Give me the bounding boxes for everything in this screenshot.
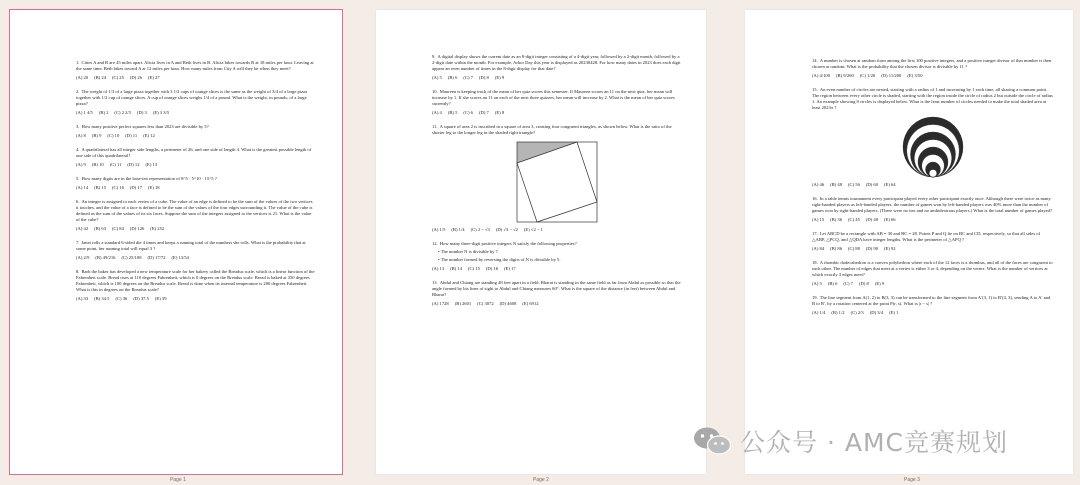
answer-choice: (A) 5 bbox=[432, 75, 442, 80]
problem-statement bbox=[76, 124, 316, 130]
circle-radius-1 bbox=[929, 170, 937, 178]
answer-choice: (C) 25 bbox=[112, 75, 124, 80]
answer-choice: (D) 12 bbox=[127, 162, 140, 167]
answer-choice: (C) 2/3 bbox=[850, 310, 864, 315]
answer-choice: (B) 6 bbox=[827, 281, 838, 286]
answer-choices bbox=[432, 110, 682, 116]
problem-9 bbox=[432, 54, 682, 81]
problem-19 bbox=[812, 295, 1053, 316]
answer-choices bbox=[432, 227, 682, 233]
problem-number: 13. bbox=[432, 280, 438, 285]
answer-choice: (C) 88 bbox=[848, 246, 860, 251]
page-label-3: Page 3 bbox=[904, 477, 920, 483]
problem-text: Abdul and Chiang are standing 48 feet apart in a field. Bharat is standing in the same field as far from Abdul as possible so that the angle formed by his lines of sight to Abdul and Chiang measures 60°. What is the square of the distance (in feet) between Abdul and Bharat? bbox=[432, 280, 681, 297]
answer-choices bbox=[432, 301, 682, 307]
problem-statement bbox=[76, 269, 316, 293]
answer-choice: (A) 2/9 bbox=[76, 255, 90, 260]
answer-choices bbox=[432, 266, 682, 272]
problem-statement bbox=[432, 124, 682, 136]
answer-choice: (D) 3/4 bbox=[869, 310, 884, 315]
condition-text: The number N is divisible by 7. bbox=[440, 249, 499, 254]
bullet-icon: • bbox=[438, 257, 441, 262]
answer-choice: (A) 1 4/5 bbox=[76, 110, 93, 115]
answer-choice: (A) 1/5 bbox=[432, 227, 446, 232]
answer-choice: (D) 90 bbox=[865, 246, 878, 251]
answer-choice: (B) 49/216 bbox=[95, 255, 116, 260]
problem-statement bbox=[432, 89, 682, 107]
bullet-icon: • bbox=[438, 249, 441, 254]
document-page-3[interactable] bbox=[745, 10, 1073, 474]
problem-16 bbox=[812, 196, 1053, 223]
answer-choice: (C) 2 2/5 bbox=[114, 110, 132, 115]
answer-choice: (D) 3 bbox=[137, 110, 147, 115]
answer-choices bbox=[76, 110, 316, 116]
problem-number: 1. bbox=[76, 60, 80, 65]
answer-choice: (D) 60 bbox=[865, 182, 878, 187]
answer-choice: (E) 13/54 bbox=[171, 255, 189, 260]
problem-number: 5. bbox=[76, 176, 80, 181]
problem-5 bbox=[76, 176, 316, 191]
problem-statement bbox=[812, 260, 1053, 278]
problem-statement bbox=[812, 58, 1053, 70]
answer-choices bbox=[76, 226, 316, 232]
problem-number: 9. bbox=[432, 54, 436, 59]
problem-text: How many digits are in the base-ten representation of 8^5 · 5^10 · 15^5 ? bbox=[81, 176, 217, 181]
problem-15 bbox=[812, 87, 1053, 188]
answer-choices bbox=[812, 310, 1053, 316]
wechat-icon bbox=[692, 426, 732, 456]
answer-choice: (E) 6912 bbox=[522, 301, 539, 306]
answer-choice: (B) 2 bbox=[98, 110, 109, 115]
answer-choice: (A) 9 bbox=[76, 162, 86, 167]
answer-choice: (C) 56 bbox=[848, 182, 860, 187]
problem-3 bbox=[76, 124, 316, 139]
problem-1 bbox=[76, 60, 316, 81]
answer-choice: (D) 26 bbox=[129, 75, 142, 80]
problem-text: Janet rolls a standard 6-sided die 4 times and keeps a running total of the numbers she rolls. What is the probability that at some point, her running total will equal 3 ? bbox=[76, 240, 306, 251]
answer-choice: (E) 66 bbox=[884, 217, 896, 222]
answer-choices bbox=[76, 185, 316, 191]
watermark-text: 公众号 · AMC竞赛规划 bbox=[740, 428, 1008, 457]
problem-text: Let ABCD be a rectangle with AB = 30 and BC = 28. Points P and Q lie on BC and CD, respectively, so that all sides of △ABP, △PCQ, and △QDA have integer lengths. What is the perimeter of △APQ ? bbox=[812, 231, 1041, 242]
answer-choice: (A) 1/4 bbox=[812, 310, 826, 315]
answer-choice: (A) 46 bbox=[812, 182, 825, 187]
page-2-content bbox=[376, 10, 706, 315]
answer-choice: (B) 14 bbox=[450, 266, 462, 271]
problem-number: 6. bbox=[76, 199, 80, 204]
answer-choice: (B) 36 bbox=[830, 217, 842, 222]
answer-choice: (E) 27 bbox=[148, 75, 160, 80]
answer-choice: (C) 2 − √3 bbox=[470, 227, 490, 232]
answer-choice: (D) 11 bbox=[125, 133, 138, 138]
problem-17 bbox=[812, 231, 1053, 252]
answer-choice: (B) 9 bbox=[91, 133, 102, 138]
problem-text: A quadrilateral has all integer side lengths, a perimeter of 26, and one side of length 4. What is the greatest possible length of one side of this quadrilateral? bbox=[76, 147, 312, 158]
problem-8 bbox=[76, 269, 316, 302]
problem-number: 11. bbox=[432, 124, 438, 129]
answer-choice: (A) 5 bbox=[812, 281, 822, 286]
inscribed-square-figure bbox=[515, 140, 599, 224]
problem-text: The weight of 1/3 of a large pizza together with 3 1/2 cups of orange slices is the same as the weight of 3/4 of a large pizza together with 1/2 cup of orange slices. A cup of orange slices weighs 1/4 of a pound. What is the weight, in pounds, of a large pizza? bbox=[76, 89, 308, 106]
nested-circles-figure bbox=[901, 115, 965, 179]
problem-number: 7. bbox=[76, 240, 80, 245]
answer-choice: (B) 1/4 bbox=[451, 227, 465, 232]
answer-choice: (A) 8 bbox=[76, 133, 86, 138]
answer-choice: (C) 45 bbox=[848, 217, 860, 222]
problem-statement bbox=[812, 87, 1053, 111]
answer-choice: (E) 17 bbox=[504, 266, 516, 271]
page-1-content bbox=[10, 10, 342, 310]
problem-number: 4. bbox=[76, 147, 80, 152]
answer-choice: (A) 14 bbox=[76, 185, 89, 190]
answer-choice: (B) 15 bbox=[94, 185, 106, 190]
problem-statement bbox=[812, 231, 1053, 243]
answer-choice: (E) 9 bbox=[874, 281, 885, 286]
answer-choice: (A) 4/100 bbox=[812, 73, 830, 78]
document-page-1[interactable] bbox=[10, 10, 342, 474]
problem-10 bbox=[432, 89, 682, 116]
answer-choices bbox=[76, 75, 316, 81]
problem-text: In a table tennis tournament every participant played every other participant exactly once. Although there were twice as many right-handed players as left-handed players, the number of games won by left-handed players was 40% more than the number of games won by right-handed players. (There were no ties and no ambidextrous players.) What is the total number of games played? bbox=[812, 196, 1052, 213]
answer-choice: (A) 13 bbox=[432, 266, 445, 271]
answer-choice: (D) 4608 bbox=[499, 301, 517, 306]
answer-choices bbox=[76, 296, 316, 302]
answer-choice: (C) 6 bbox=[463, 110, 473, 115]
problem-number: 16. bbox=[812, 196, 818, 201]
answer-choice: (A) 20 bbox=[76, 75, 89, 80]
problem-number: 3. bbox=[76, 124, 80, 129]
answer-choice: (B) 5 bbox=[447, 110, 458, 115]
problem-text: Barb the baker has developed a new temperature scale for her bakery called the Breadus scale, which is a linear function of the Fahrenheit scale. Bread rises at 110 degrees Fahrenheit, which is 0 degrees on the Breadus scale. Bread is baked at 350 degrees Fahrenheit, which is 100 degrees on the Breadus scale. Bread is done when its internal temperature is 200 degrees Fahrenheit. What is this in degrees on the Breadus scale? bbox=[76, 269, 315, 292]
problem-text: A rhombic dodecahedron is a convex polyhedron where each of the 12 faces is a rhombus, and all of the faces are congruent to each other. The number of edges that meet at a vertex is either 3 or 4, depending on the vertex. What is the number of vertices at which exactly 3 edges meet? bbox=[812, 260, 1053, 277]
answer-choice: (E) 92 bbox=[884, 246, 896, 251]
answer-choices bbox=[812, 182, 1053, 188]
page-label-2: Page 2 bbox=[533, 477, 549, 483]
problem-statement bbox=[76, 60, 316, 72]
answer-choices bbox=[432, 75, 682, 81]
page-3-content bbox=[745, 10, 1073, 324]
answer-choice: (E) 1 bbox=[889, 310, 899, 315]
answer-choice: (D) √3 − √2 bbox=[495, 227, 518, 232]
problem-text: How many three-digit positive integers N satisfy the following properties? bbox=[439, 241, 577, 246]
answer-choice: (B) 24 bbox=[94, 75, 106, 80]
problem-14 bbox=[812, 58, 1053, 79]
answer-choice: (B) 48 bbox=[830, 182, 842, 187]
answer-choices bbox=[76, 133, 316, 139]
watermark bbox=[692, 426, 1008, 456]
answer-choice: (D) 17 bbox=[129, 185, 142, 190]
answer-choices bbox=[812, 246, 1053, 252]
answer-choice: (A) 33 bbox=[76, 296, 89, 301]
answer-choice: (D) 48 bbox=[865, 217, 878, 222]
document-page-2[interactable] bbox=[376, 10, 706, 474]
answer-choice: (E) 3 3/5 bbox=[152, 110, 170, 115]
problem-text: How many positive perfect squares less than 2023 are divisible by 5? bbox=[81, 124, 209, 129]
answer-choice: (E) √2 − 1 bbox=[523, 227, 543, 232]
problem-12 bbox=[432, 241, 682, 272]
answer-choice: (A) 4 bbox=[432, 110, 442, 115]
condition-item bbox=[432, 257, 682, 263]
answer-choice: (B) 1/2 bbox=[831, 310, 845, 315]
answer-choices bbox=[812, 281, 1053, 287]
problem-text: Maureen is keeping track of the mean of her quiz scores this semester. If Maureen scores an 11 on the next quiz, her mean will increase by 1. If she scores an 11 on each of the next three quizzes, her mean will increase by 2. What is the mean of her quiz scores currently? bbox=[432, 89, 675, 106]
answer-choice: (D) 8 bbox=[478, 75, 489, 80]
answer-choice: (A) 1728 bbox=[432, 301, 449, 306]
problem-number: 18. bbox=[812, 260, 818, 265]
answer-choice: (E) 8 bbox=[494, 110, 505, 115]
answer-choice: (C) 7 bbox=[463, 75, 473, 80]
answer-choice: (A) 42 bbox=[76, 226, 89, 231]
problem-text: A digital display shows the current date as an 8-digit integer consisting of a 4-digit year, followed by a 2-digit month, followed by a 2-digit date within the month. For example, Arbor Day this year is displayed as 20230428. For how many dates in 2023 does each digit appear an even number of times in the 8-digit display for that date? bbox=[432, 54, 681, 71]
answer-choice: (C) 3072 bbox=[477, 301, 494, 306]
answer-choices bbox=[812, 73, 1053, 79]
problem-number: 17. bbox=[812, 231, 818, 236]
answer-choices bbox=[76, 162, 316, 168]
problem-2 bbox=[76, 89, 316, 116]
problem-statement bbox=[432, 54, 682, 72]
answer-choice: (C) 10 bbox=[107, 133, 120, 138]
answer-choice: (B) 2601 bbox=[454, 301, 472, 306]
problem-6 bbox=[76, 199, 316, 232]
problem-statement bbox=[432, 241, 682, 247]
problem-number: 10. bbox=[432, 89, 438, 94]
problem-statement bbox=[76, 199, 316, 223]
problem-number: 2. bbox=[76, 89, 80, 94]
answer-choice: (D) 37.5 bbox=[133, 296, 149, 301]
problem-number: 19. bbox=[812, 295, 818, 300]
problem-number: 14. bbox=[812, 58, 818, 63]
problem-13 bbox=[432, 280, 682, 307]
problem-4 bbox=[76, 147, 316, 168]
answer-choice: (C) 15 bbox=[468, 266, 480, 271]
answer-choices bbox=[812, 217, 1053, 223]
answer-choice: (D) 16 bbox=[485, 266, 498, 271]
answer-choice: (E) 18 bbox=[148, 185, 160, 190]
problem-18 bbox=[812, 260, 1053, 287]
answer-choice: (E) 3/50 bbox=[907, 73, 923, 78]
answer-choice: (E) 9 bbox=[494, 75, 505, 80]
answer-choice: (B) 34.5 bbox=[94, 296, 110, 301]
answer-choice: (D) 11/200 bbox=[881, 73, 902, 78]
answer-choice: (B) 10 bbox=[91, 162, 104, 167]
problem-number: 8. bbox=[76, 269, 80, 274]
answer-choice: (B) 63 bbox=[94, 226, 106, 231]
problem-text: A square of area 2 is inscribed in a square of area 3, creating four congruent triangles, as shown below. What is the ratio of the shorter leg to the longer leg in the shaded right triangle? bbox=[432, 124, 672, 135]
answer-choice: (C) 25/108 bbox=[121, 255, 142, 260]
answer-choices bbox=[76, 255, 316, 261]
answer-choice: (E) 12 bbox=[143, 133, 155, 138]
answer-choice: (C) 7 bbox=[843, 281, 853, 286]
answer-choice: (D) 126 bbox=[129, 226, 145, 231]
problem-text: An even number of circles are nested, starting with a radius of 1 and increasing by 1 each time, all sharing a common point. The region between every other circle is shaded, starting with the region inside the circle of radius 2 but outside the circle of radius 1. An example showing 8 circles is displayed below. What is the least number of circles needed to make the total shaded area at least 2023π ? bbox=[812, 87, 1053, 110]
answer-choice: (B) 86 bbox=[830, 246, 842, 251]
answer-choice: (D) 8 bbox=[858, 281, 869, 286]
answer-choice: (B) 6 bbox=[447, 75, 458, 80]
answer-choice: (C) 1/20 bbox=[859, 73, 876, 78]
answer-choice: (E) 252 bbox=[150, 226, 165, 231]
problem-number: 12. bbox=[432, 241, 438, 246]
condition-item bbox=[432, 249, 682, 255]
answer-choice: (D) 17/72 bbox=[147, 255, 166, 260]
condition-text: The number formed by reversing the digits of N is divisible by 5. bbox=[440, 257, 561, 262]
answer-choice: (C) 11 bbox=[109, 162, 122, 167]
answer-choice: (E) 39 bbox=[154, 296, 167, 301]
answer-choice: (A) 15 bbox=[812, 217, 825, 222]
page-label-1: Page 1 bbox=[170, 477, 186, 483]
problem-statement bbox=[812, 196, 1053, 214]
answer-choice: (E) 13 bbox=[145, 162, 158, 167]
problem-statement bbox=[76, 89, 316, 107]
problem-number: 15. bbox=[812, 87, 818, 92]
problem-11 bbox=[432, 124, 682, 233]
problem-statement bbox=[76, 240, 316, 252]
answer-choice: (C) 84 bbox=[112, 226, 124, 231]
problem-7 bbox=[76, 240, 316, 261]
answer-choice: (D) 7 bbox=[478, 110, 489, 115]
problem-statement bbox=[76, 147, 316, 159]
problem-text: The line segment from A(1, 2) to B(3, 3) can be transformed to the line segment from A′(3, 1) to B′(4, 3), sending A to A′ and B to B′, by a rotation centered at the point P(r, s). What is |r − s| ? bbox=[812, 295, 1051, 306]
answer-choice: (B) 9/200 bbox=[836, 73, 854, 78]
answer-choice: (E) 64 bbox=[884, 182, 896, 187]
problem-statement bbox=[812, 295, 1053, 307]
problem-statement bbox=[76, 176, 316, 182]
problem-text: A number is chosen at random from among the first 100 positive integers, and a positive integer divisor of that number is then chosen at random. What is the probability that the chosen divisor is divisible by 11 ? bbox=[812, 58, 1052, 69]
answer-choice: (A) 84 bbox=[812, 246, 825, 251]
answer-choice: (C) 36 bbox=[115, 296, 128, 301]
problem-statement bbox=[432, 280, 682, 298]
answer-choice: (C) 16 bbox=[112, 185, 124, 190]
problem-text: Cities A and B are 45 miles apart. Alicia lives in A and Beth lives in B. Alicia bikes towards B at 18 miles per hour. Leaving at the same time, Beth bikes toward A at 12 miles per hour. How many miles from City A will they be when they meet? bbox=[76, 60, 314, 71]
problem-text: An integer is assigned to each vertex of a cube. The value of an edge is defined to be the sum of the values of the two vertices it touches, and the value of a face is defined to be the sum of the values of the four edges surrounding it. The value of the cube is defined as the sum of the values of its six faces. Suppose the sum of the integers assigned to the vertices is 21. What is the value of the cube? bbox=[76, 199, 313, 222]
